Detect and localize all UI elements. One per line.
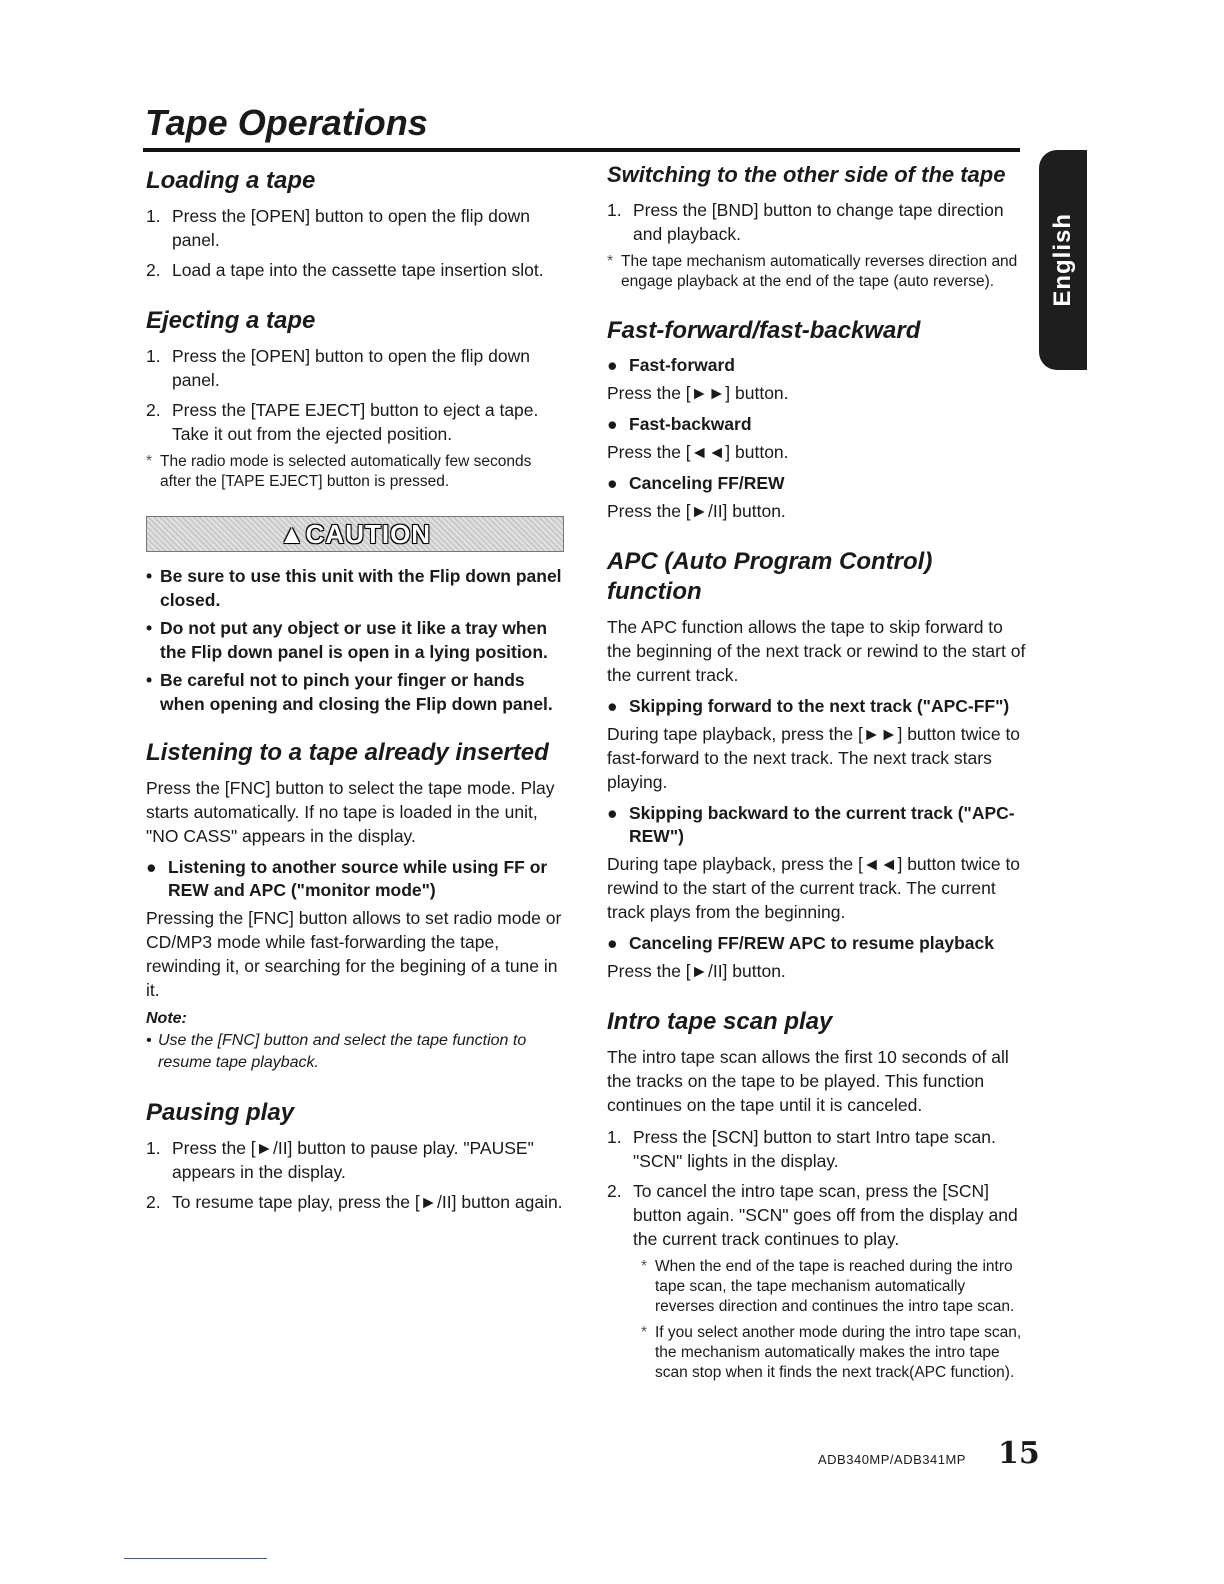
apc-body: The APC function allows the tape to skip forward to the beginning of the next track or rewind to the start of the current track.: [607, 617, 1026, 685]
step-text: Press the [OPEN] button to open the flip down panel.: [172, 206, 530, 250]
asterisk-icon: *: [146, 453, 153, 470]
caution-list: [146, 564, 566, 716]
list-item: • Do not put any object or use it like a tray when the Flip down panel is open in a lying position.: [146, 618, 548, 662]
heading-pausing: Pausing play: [146, 1099, 295, 1126]
note-text: If you select another mode during the intro tape scan, the mechanism automatically makes the intro tape scan stop when it finds the next track(APC function).: [655, 1324, 1022, 1381]
page-number: 15: [998, 1436, 1040, 1471]
ff-item-body: Press the [►/II] button.: [607, 501, 786, 521]
step-number: 1.: [607, 1127, 622, 1147]
apc-item-head: [607, 802, 1027, 848]
bullet-icon: ●: [146, 857, 157, 877]
bullet-icon: ●: [607, 355, 618, 375]
switching-steps: [607, 198, 1027, 246]
item-head-text: Skipping backward to the current track ("APC-REW"): [629, 803, 1015, 846]
language-tab: [1039, 150, 1087, 370]
switching-note: [607, 252, 1027, 292]
ff-item-head: [607, 354, 1027, 377]
bullet-icon: ●: [607, 414, 618, 434]
intro-notes: [607, 1257, 1027, 1383]
caution-text: Be sure to use this unit with the Flip down panel closed.: [160, 566, 562, 610]
listening-body: Press the [FNC] button to select the tape mode. Play starts automatically. If no tape is loaded in the unit, "NO CASS" appears in the display.: [146, 778, 555, 846]
ff-item-head: [607, 413, 1027, 436]
bullet-head-text: Listening to another source while using FF or REW and APC ("monitor mode"): [168, 857, 548, 900]
heading-ff: Fast-forward/fast-backward: [607, 317, 921, 344]
bottom-rule: [124, 1558, 267, 1559]
left-column: [146, 166, 566, 1238]
note-text: The tape mechanism automatically reverses direction and engage playback at the end of the tape (auto reverse).: [621, 253, 1018, 290]
heading-listening: Listening to a tape already inserted: [146, 739, 549, 766]
ff-item-head: [607, 472, 1027, 495]
list-item: [607, 1125, 1027, 1173]
apc-item-body: During tape playback, press the [◄◄] button twice to rewind to the start of the current track. The current track plays from the beginning.: [607, 854, 1021, 922]
caution-text: Do not put any object or use it like a tray when the Flip down panel is open in a lying position.: [160, 618, 548, 662]
step-text: Press the [BND] button to change tape direction and playback.: [633, 200, 1004, 244]
section-listening: [146, 738, 566, 1074]
list-item: [146, 398, 566, 446]
list-item: [607, 198, 1027, 246]
step-text: Press the [SCN] button to start Intro tape scan. "SCN" lights in the display.: [633, 1127, 996, 1171]
model-number: ADB340MP/ADB341MP: [818, 1452, 966, 1467]
step-text: Load a tape into the cassette tape insertion slot.: [172, 260, 544, 280]
step-text: Press the [►/II] button to pause play. "PAUSE" appears in the display.: [172, 1138, 534, 1182]
note-text: When the end of the tape is reached during the intro tape scan, the tape mechanism automatically reverses direction and continues the intro tape scan.: [655, 1258, 1015, 1315]
list-item: • Be sure to use this unit with the Flip down panel closed.: [146, 566, 562, 610]
step-number: 1.: [607, 200, 622, 220]
listening-bullet-head: [146, 856, 566, 902]
heading-switching: Switching to the other side of the tape: [607, 162, 1006, 187]
item-head-text: Fast-backward: [629, 414, 752, 434]
step-number: 2.: [607, 1181, 622, 1201]
note-item: • Use the [FNC] button and select the tape function to resume tape playback.: [146, 1032, 527, 1071]
section-switching: [607, 160, 1027, 292]
note-label: Note:: [146, 1010, 187, 1027]
step-number: 2.: [146, 1192, 161, 1212]
item-head-text: Fast-forward: [629, 355, 735, 375]
intro-body: The intro tape scan allows the first 10 seconds of all the tracks on the tape to be played. This function continues on the tape until it is canceled.: [607, 1047, 1009, 1115]
list-item: [146, 1190, 566, 1214]
item-head-text: Canceling FF/REW: [629, 473, 785, 493]
step-text: Press the [OPEN] button to open the flip down panel.: [172, 346, 530, 390]
list-item: [607, 1179, 1027, 1251]
list-item: • Be careful not to pinch your finger or hands when opening and closing the Flip down panel.: [146, 670, 553, 714]
bullet-icon: ●: [607, 473, 618, 493]
listening-bullet-body: Pressing the [FNC] button allows to set radio mode or CD/MP3 mode while fast-forwarding the tape, rewinding it, or searching for the begining of a tune in it.: [146, 908, 562, 1000]
right-column: [607, 160, 1027, 1407]
ff-item-body: Press the [◄◄] button.: [607, 442, 789, 462]
heading-intro: Intro tape scan play: [607, 1008, 833, 1035]
caution-label: [279, 519, 431, 550]
caution-text: Be careful not to pinch your finger or hands when opening and closing the Flip down panel.: [160, 670, 553, 714]
item-head-text: Skipping forward to the next track ("APC-FF"): [629, 696, 1010, 716]
warning-triangle-icon: ▲: [278, 518, 306, 549]
ejecting-note: [146, 452, 566, 492]
item-head-text: Canceling FF/REW APC to resume playback: [629, 933, 994, 953]
asterisk-icon: *: [607, 253, 614, 270]
step-number: 2.: [146, 260, 161, 280]
step-number: 1.: [146, 206, 161, 226]
step-text: Press the [TAPE EJECT] button to eject a tape. Take it out from the ejected position.: [172, 400, 539, 444]
intro-note: [641, 1257, 1027, 1317]
section-intro: [607, 1007, 1027, 1383]
caution-banner: [146, 516, 564, 552]
list-item: [146, 344, 566, 392]
title-rule: [143, 148, 1020, 152]
bullet-icon: ●: [607, 696, 618, 716]
section-ejecting: [146, 306, 566, 492]
apc-item-head: [607, 932, 1027, 955]
section-ff: [607, 316, 1027, 523]
pausing-steps: [146, 1136, 566, 1214]
apc-item-body: During tape playback, press the [►►] button twice to fast-forward to the next track. The next track stars playing.: [607, 724, 1021, 792]
step-text: To resume tape play, press the [►/II] button again.: [172, 1192, 563, 1212]
section-apc: [607, 547, 1027, 983]
step-number: 2.: [146, 400, 161, 420]
note-item-text: Use the [FNC] button and select the tape function to resume tape playback.: [158, 1032, 527, 1071]
step-number: 1.: [146, 346, 161, 366]
loading-steps: [146, 204, 566, 282]
language-tab-label: English: [1049, 213, 1076, 307]
note-text: The radio mode is selected automatically few seconds after the [TAPE EJECT] button is pressed.: [160, 453, 532, 490]
heading-apc: APC (Auto Program Control) function: [607, 548, 933, 605]
step-text: To cancel the intro tape scan, press the [SCN] button again. "SCN" goes off from the display and the current track continues to play.: [633, 1181, 1018, 1249]
caution-label-text: CAUTION: [305, 518, 432, 549]
heading-loading: Loading a tape: [146, 167, 316, 194]
section-pausing: [146, 1098, 566, 1214]
page-title: Tape Operations: [145, 102, 428, 143]
list-item: [146, 204, 566, 252]
apc-item-head: [607, 695, 1027, 718]
list-item: [146, 1136, 566, 1184]
apc-item-body: Press the [►/II] button.: [607, 961, 786, 981]
bullet-icon: ●: [607, 803, 618, 823]
ejecting-steps: [146, 344, 566, 446]
bullet-icon: ●: [607, 933, 618, 953]
list-item: [146, 258, 566, 282]
heading-ejecting: Ejecting a tape: [146, 307, 316, 334]
asterisk-icon: *: [641, 1258, 648, 1275]
intro-note: [641, 1323, 1027, 1383]
ff-item-body: Press the [►►] button.: [607, 383, 789, 403]
step-number: 1.: [146, 1138, 161, 1158]
asterisk-icon: *: [641, 1324, 648, 1341]
intro-steps: [607, 1125, 1027, 1251]
section-loading: [146, 166, 566, 282]
